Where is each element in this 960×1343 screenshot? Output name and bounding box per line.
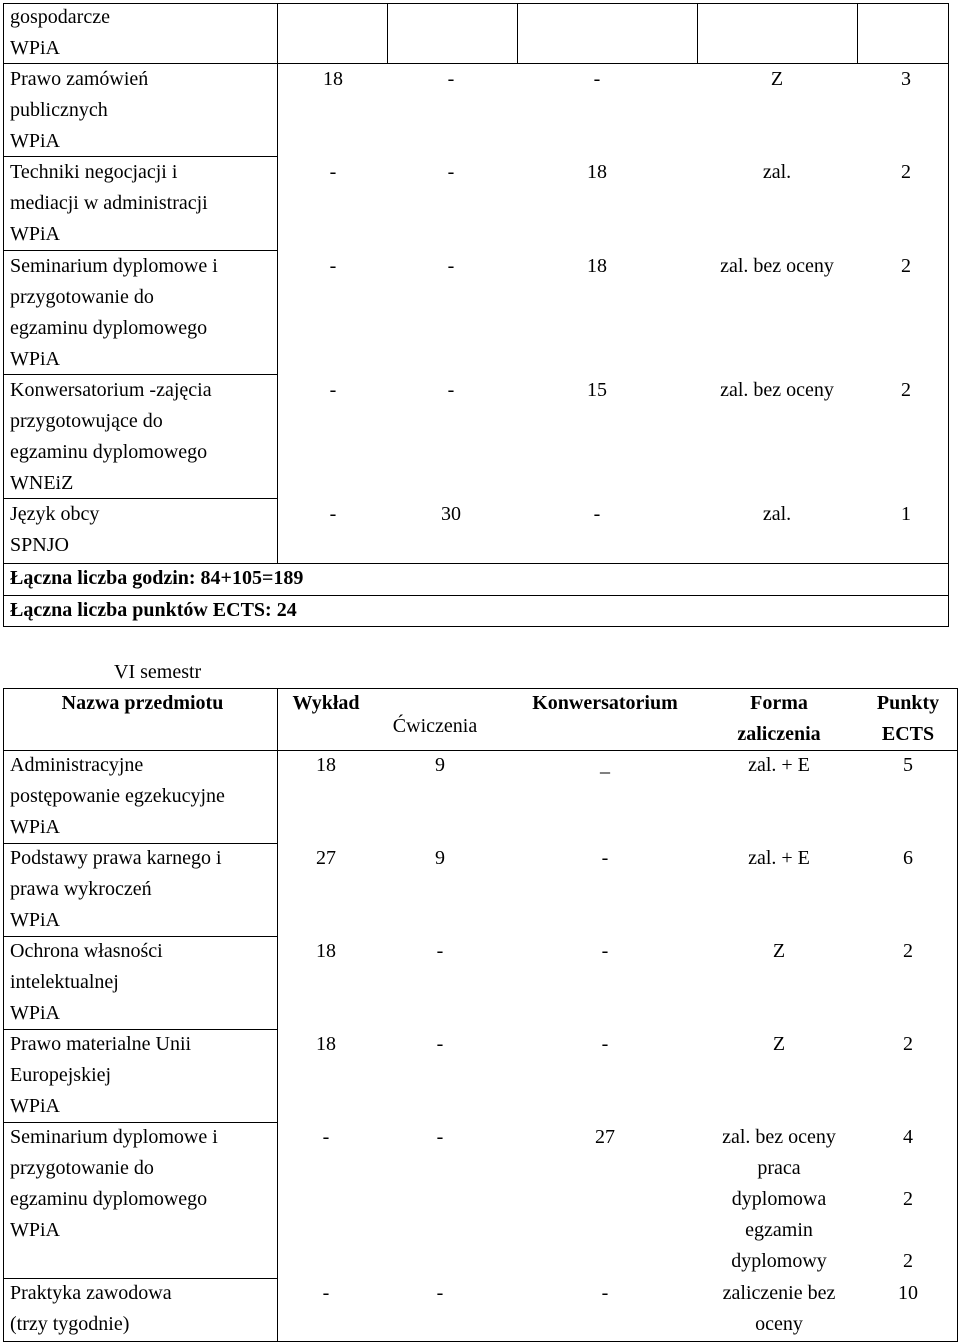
ects-points: 2 [903, 940, 913, 962]
lecture-hours: 27 [316, 847, 336, 869]
assessment-form: egzamin [745, 1219, 813, 1241]
course-name-line: postępowanie egzekucyjne [10, 785, 225, 807]
ects-points: 6 [903, 847, 913, 869]
exercise-hours: - [436, 1126, 444, 1148]
course-name-line: przygotowanie do [10, 286, 154, 308]
lecture-hours: - [329, 379, 337, 401]
assessment-form: zal. [762, 503, 792, 525]
course-name-line: Konwersatorium -zajęcia [10, 379, 212, 401]
lecture-hours: 18 [316, 1033, 336, 1055]
course-name-line: intelektualnej [10, 971, 119, 993]
lecture-hours: 18 [316, 940, 336, 962]
course-name-line: Europejskiej [10, 1064, 112, 1086]
course-name-line: Ochrona własności [10, 940, 163, 962]
course-name-line: Seminarium dyplomowe i [10, 1126, 218, 1148]
conversatory-hours: - [601, 1033, 609, 1055]
exercise-hours: - [447, 379, 455, 401]
conversatory-hours: - [601, 847, 609, 869]
course-name-line: Prawo materialne Unii [10, 1033, 192, 1055]
ects-points: 2 [903, 1250, 913, 1272]
course-name-line: WNEiZ [10, 472, 74, 494]
conversatory-hours: - [593, 503, 601, 525]
header-lecture: Wykład [292, 692, 360, 714]
lecture-hours: - [322, 1282, 330, 1304]
t2-border-right [957, 688, 958, 1342]
assessment-form: oceny [755, 1313, 803, 1335]
total-ects: Łączna liczba punktów ECTS: 24 [10, 599, 297, 621]
course-name-line: WPiA [10, 37, 60, 59]
course-name-line: Seminarium dyplomowe i [10, 255, 218, 277]
lecture-hours: - [329, 503, 337, 525]
t2-col-divider-name [277, 688, 278, 1342]
ects-points: 2 [901, 379, 911, 401]
t1-col-divider-top-4 [857, 3, 858, 63]
assessment-form: Z [772, 1033, 786, 1055]
header-assessment-form: zaliczenia [737, 723, 821, 745]
assessment-form: zaliczenie bez [722, 1282, 836, 1304]
conversatory-hours: _ [600, 754, 610, 776]
assessment-form: zal. + E [748, 847, 810, 869]
assessment-form: zal. bez oceny [720, 255, 834, 277]
conversatory-hours: 15 [587, 379, 607, 401]
lecture-hours: - [329, 255, 337, 277]
assessment-form: dyplomowy [731, 1250, 827, 1272]
assessment-form: zal. + E [748, 754, 810, 776]
conversatory-hours: - [601, 1282, 609, 1304]
ects-points: 2 [901, 255, 911, 277]
assessment-form: zal. [762, 161, 792, 183]
course-name-line: publicznych [10, 99, 108, 121]
course-name-line: Techniki negocjacji i [10, 161, 178, 183]
course-name-line: SPNJO [10, 534, 69, 556]
assessment-form: praca [757, 1157, 801, 1179]
t2-border-bottom [3, 1341, 958, 1342]
lecture-hours: - [329, 161, 337, 183]
course-name-line: Administracyjne [10, 754, 144, 776]
header-assessment-form: Forma [750, 692, 808, 714]
course-name-line: WPiA [10, 909, 60, 931]
semester-title: VI semestr [114, 661, 202, 683]
course-name-line: gospodarcze [10, 6, 110, 28]
ects-points: 4 [903, 1126, 913, 1148]
course-name-line: mediacji w administracji [10, 192, 208, 214]
course-name-line: WPiA [10, 223, 60, 245]
course-name-line: WPiA [10, 1219, 60, 1241]
header-exercises: Ćwiczenia [392, 715, 478, 737]
conversatory-hours: 27 [595, 1126, 615, 1148]
t1-border-bottom [3, 626, 949, 627]
ects-points: 10 [898, 1282, 918, 1304]
ects-points: 5 [903, 754, 913, 776]
lecture-hours: 18 [316, 754, 336, 776]
ects-points: 2 [903, 1188, 913, 1210]
exercise-hours: - [447, 255, 455, 277]
exercise-hours: - [436, 1282, 444, 1304]
course-name-line: WPiA [10, 1095, 60, 1117]
course-name-line: przygotowujące do [10, 410, 163, 432]
exercise-hours: - [447, 68, 455, 90]
ects-points: 1 [901, 503, 911, 525]
course-name-line: egzaminu dyplomowego [10, 317, 208, 339]
course-name-line: egzaminu dyplomowego [10, 441, 208, 463]
course-name-line: Podstawy prawa karnego i [10, 847, 222, 869]
exercise-hours: - [447, 161, 455, 183]
course-name-line: egzaminu dyplomowego [10, 1188, 208, 1210]
lecture-hours: 18 [323, 68, 343, 90]
exercise-hours: 9 [435, 754, 445, 776]
assessment-form: Z [772, 940, 786, 962]
course-name-line: WPiA [10, 1002, 60, 1024]
course-name-line: prawa wykroczeń [10, 878, 152, 900]
ects-points: 2 [901, 161, 911, 183]
exercise-hours: - [436, 1033, 444, 1055]
t1-col-divider-top-3 [697, 3, 698, 63]
assessment-form: Z [770, 68, 784, 90]
course-name-line: WPiA [10, 816, 60, 838]
assessment-form: dyplomowa [731, 1188, 827, 1210]
t1-col-divider-name [277, 3, 278, 563]
course-name-line: Prawo zamówień [10, 68, 149, 90]
exercise-hours: 30 [441, 503, 461, 525]
t1-col-divider-top-2 [517, 3, 518, 63]
course-name-line: przygotowanie do [10, 1157, 154, 1179]
conversatory-hours: - [593, 68, 601, 90]
conversatory-hours: 18 [587, 255, 607, 277]
lecture-hours: - [322, 1126, 330, 1148]
assessment-form: zal. bez oceny [722, 1126, 836, 1148]
exercise-hours: 9 [435, 847, 445, 869]
t1-border-top [3, 3, 949, 4]
conversatory-hours: - [601, 940, 609, 962]
header-conversatory: Konwersatorium [532, 692, 678, 714]
header-ects: Punkty [876, 692, 940, 714]
total-hours: Łączna liczba godzin: 84+105=189 [10, 567, 304, 589]
course-name-line: Praktyka zawodowa [10, 1282, 172, 1304]
course-name-line: Język obcy [10, 503, 100, 525]
exercise-hours: - [436, 940, 444, 962]
header-course-name: Nazwa przedmiotu [61, 692, 224, 714]
t2-border-left [3, 688, 4, 1342]
course-name-line: WPiA [10, 348, 60, 370]
ects-points: 2 [903, 1033, 913, 1055]
t1-col-divider-top-1 [387, 3, 388, 63]
header-ects: ECTS [881, 723, 935, 745]
ects-points: 3 [901, 68, 911, 90]
t1-border-right [948, 3, 949, 627]
conversatory-hours: 18 [587, 161, 607, 183]
assessment-form: zal. bez oceny [720, 379, 834, 401]
course-name-line: (trzy tygodnie) [10, 1313, 130, 1335]
course-name-line: WPiA [10, 130, 60, 152]
t1-border-left [3, 3, 4, 627]
